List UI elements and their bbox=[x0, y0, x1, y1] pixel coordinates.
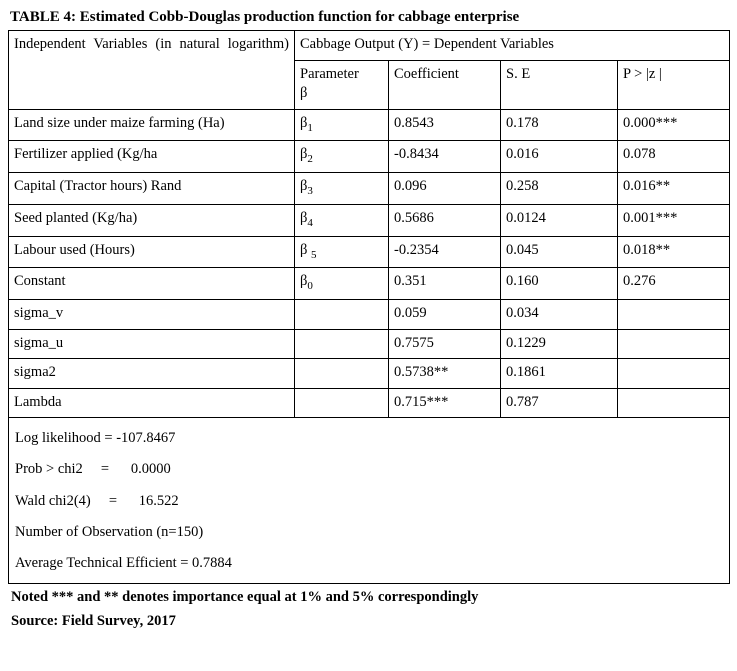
row-parameter: β $_5$ bbox=[295, 236, 389, 268]
header-p-value: P > |z | bbox=[618, 60, 730, 109]
row-parameter bbox=[295, 300, 389, 330]
row-coefficient: 0.715*** bbox=[389, 388, 501, 418]
statistic-line: Log likelihood = -107.8467 bbox=[15, 430, 176, 447]
footnote-significance: Noted *** and ** denotes importance equal at 1% and 5% correspondingly bbox=[11, 588, 479, 605]
row-p bbox=[618, 388, 730, 418]
row-se: 0.160 bbox=[501, 268, 618, 300]
row-coefficient: 0.8543 bbox=[389, 109, 501, 141]
row-se: 0.1861 bbox=[501, 359, 618, 389]
row-parameter bbox=[295, 329, 389, 359]
row-se: 0.787 bbox=[501, 388, 618, 418]
row-se: 0.045 bbox=[501, 236, 618, 268]
table-header-row-1 bbox=[9, 31, 730, 61]
row-variable: sigma_v bbox=[9, 300, 295, 330]
table-row bbox=[9, 204, 730, 236]
row-parameter bbox=[295, 359, 389, 389]
row-coefficient: 0.7575 bbox=[389, 329, 501, 359]
table-row bbox=[9, 268, 730, 300]
row-se: 0.016 bbox=[501, 141, 618, 173]
row-p: 0.276 bbox=[618, 268, 730, 300]
row-coefficient: 0.351 bbox=[389, 268, 501, 300]
row-variable: Lambda bbox=[9, 388, 295, 418]
row-parameter: $\beta_3$ bbox=[295, 173, 389, 205]
row-parameter: $\beta_1$ bbox=[295, 109, 389, 141]
table-row bbox=[9, 173, 730, 205]
footnote-source: Source: Field Survey, 2017 bbox=[11, 612, 176, 629]
row-coefficient: -0.2354 bbox=[389, 236, 501, 268]
row-se: 0.0124 bbox=[501, 204, 618, 236]
statistic-line: Prob > chi2 = 0.0000 bbox=[15, 461, 171, 478]
row-parameter bbox=[295, 388, 389, 418]
table-caption: TABLE 4: Estimated Cobb-Douglas production function for cabbage enterprise bbox=[10, 9, 520, 25]
row-variable: Seed planted (Kg/ha) bbox=[9, 204, 295, 236]
row-p: 0.078 bbox=[618, 141, 730, 173]
row-p: 0.001*** bbox=[618, 204, 730, 236]
table-row bbox=[9, 236, 730, 268]
row-se: 0.178 bbox=[501, 109, 618, 141]
row-p bbox=[618, 359, 730, 389]
row-variable: Labour used (Hours) bbox=[9, 236, 295, 268]
row-p: 0.000*** bbox=[618, 109, 730, 141]
row-coefficient: 0.5686 bbox=[389, 204, 501, 236]
row-p bbox=[618, 329, 730, 359]
table-statistics-row bbox=[9, 418, 730, 584]
table-row bbox=[9, 329, 730, 359]
statistics-cell bbox=[9, 418, 730, 584]
statistic-line: Average Technical Efficient = 0.7884 bbox=[15, 554, 232, 571]
row-variable: Land size under maize farming (Ha) bbox=[9, 109, 295, 141]
row-coefficient: -0.8434 bbox=[389, 141, 501, 173]
table-row bbox=[9, 109, 730, 141]
table-footer bbox=[8, 584, 729, 633]
statistic-line: Wald chi2(4) = 16.522 bbox=[15, 492, 179, 509]
row-p: 0.018** bbox=[618, 236, 730, 268]
row-variable: sigma_u bbox=[9, 329, 295, 359]
row-variable: Constant bbox=[9, 268, 295, 300]
results-table bbox=[8, 30, 730, 584]
row-parameter: $\beta_2$ bbox=[295, 141, 389, 173]
row-variable: sigma2 bbox=[9, 359, 295, 389]
row-se: 0.1229 bbox=[501, 329, 618, 359]
header-dependent-variables: Cabbage Output (Y) = Dependent Variables bbox=[295, 31, 730, 61]
header-coefficient: Coefficient bbox=[389, 60, 501, 109]
row-variable: Capital (Tractor hours) Rand bbox=[9, 173, 295, 205]
row-variable: Fertilizer applied (Kg/ha bbox=[9, 141, 295, 173]
statistic-line: Number of Observation (n=150) bbox=[15, 523, 204, 540]
header-parameter-beta: Parameter β bbox=[295, 60, 389, 109]
row-p: 0.016** bbox=[618, 173, 730, 205]
table-row bbox=[9, 359, 730, 389]
row-se: 0.034 bbox=[501, 300, 618, 330]
header-standard-error: S. E bbox=[501, 60, 618, 109]
table-row bbox=[9, 388, 730, 418]
row-parameter: $\beta_0$ bbox=[295, 268, 389, 300]
row-se: 0.258 bbox=[501, 173, 618, 205]
table-row bbox=[9, 141, 730, 173]
row-coefficient: 0.096 bbox=[389, 173, 501, 205]
row-coefficient: 0.5738** bbox=[389, 359, 501, 389]
row-parameter: $\beta_4$ bbox=[295, 204, 389, 236]
row-coefficient: 0.059 bbox=[389, 300, 501, 330]
table-row bbox=[9, 300, 730, 330]
row-p bbox=[618, 300, 730, 330]
header-independent-variables: Independent Variables (in natural logarithm) bbox=[9, 31, 295, 110]
